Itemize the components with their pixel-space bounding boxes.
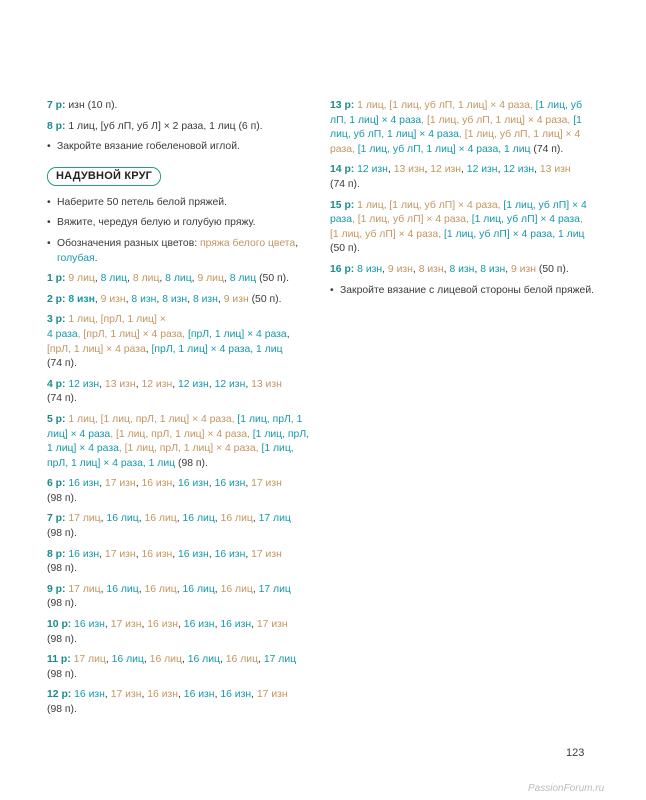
row-14: 14 р: 12 изн, 13 изн, 12 изн, 12 изн, 12 изн, 13 изн (74 п). [330,164,571,190]
color-legend [47,237,313,266]
row-7b: 7 р: 17 лиц, 16 лиц, 16 лиц, 16 лиц, 16 лиц, 17 лиц (98 п). [47,513,291,540]
seg-white: 16 лиц [220,513,253,525]
stitch-count: (74 п). [47,393,77,405]
row-label: 11 р: [47,654,71,666]
row-text: 1 лиц, [уб лП, уб Л] × 2 раза, 1 лиц (6 п). [65,120,263,132]
legend-end: . [94,252,98,264]
seg-white: 9 лиц [197,273,224,285]
seg-blue: [1 лиц, уб лП] × 4 раза, 1 лиц [443,228,585,240]
seg-blue: 16 изн [74,619,105,631]
seg-white: 17 изн [104,548,136,560]
row-9: 9 р: 17 лиц, 16 лиц, 16 лиц, 16 лиц, 16 лиц, 17 лиц (98 п). [47,583,291,610]
row-7 [47,99,313,114]
seg-white: 17 изн [256,689,288,701]
seg-blue: [1 лиц, уб лП, 1 лиц] × 4 раза [330,114,582,141]
legend-prefix: Обозначения разных цветов: [57,237,200,249]
seg-white: 9 изн [387,263,413,275]
stitch-count: (98 п). [47,704,77,715]
row-16: 16 р: 8 изн, 9 изн, 8 изн, 8 изн, 8 изн, 9 изн (50 п). [330,263,569,275]
note-close-tapestry: • Закройте вязание гобеленовой иглой. [47,140,313,155]
seg-white: 16 лиц [144,583,177,595]
row-label: 6 р: [47,478,66,490]
seg-blue: [1 лиц, прЛ, 1 лиц] × 4 раза, 1 лиц [47,443,294,469]
row-label: 3 р: [47,314,66,326]
seg-blue: [прЛ, 1 лиц] × 4 раза [187,328,287,340]
row-8b: 8 р: 16 изн, 17 изн, 16 изн, 16 изн, 16 изн, 17 изн (98 п). [47,548,282,575]
seg-white: 16 изн [141,548,173,560]
row-label: 15 р: [330,199,355,211]
seg-white: 9 изн [223,293,249,305]
legend-sep: , [295,237,299,249]
seg-white: 16 лиц [149,654,182,666]
sep: , [145,343,152,355]
stitch-count: (98 п). [47,598,77,610]
seg-blue: 12 изн [503,164,535,176]
row-label: 8 р: [47,548,66,560]
seg-white: 13 изн [393,164,425,176]
row-label: 9 р: [47,583,66,595]
row-13 [330,99,594,157]
seg-white: 17 лиц [68,513,101,525]
row-label: 16 р: [330,263,355,275]
seg-white: , [прЛ, 1 лиц] × 4 раза, [77,328,188,340]
seg-white: 13 изн [539,164,571,176]
seg-blue: 8 изн [68,293,95,305]
seg-white: 9 изн [100,293,126,305]
seg-blue: 8 лиц [165,273,192,285]
seg-blue: [1 лиц, прЛ, 1 лиц] × 4 раза [47,413,303,440]
seg-white: 17 лиц [68,583,101,595]
seg-blue: [1 лиц, уб лП, 1 лиц] × 4 раза [330,100,583,126]
seg-blue: 12 изн [357,164,388,176]
stitch-count: (98 п). [175,457,208,469]
row-text: изн (10 п). [65,100,118,111]
seg-blue: 12 изн [68,378,100,390]
seg-blue: 12 изн [178,378,209,390]
seg-blue: 16 изн [178,548,209,560]
seg-blue: 16 лиц [187,654,220,666]
seg-white: 1 лиц, [1 лиц, уб лП] × 4 раза, [357,199,504,211]
left-column [47,99,313,724]
seg-blue: 8 изн [480,263,506,275]
seg-blue: 16 лиц [182,513,215,525]
watermark: PassionForum.ru [528,783,605,794]
seg-white: , [1 лиц, прЛ, 1 лиц] × 4 раза, [110,428,253,440]
seg-blue: 12 изн [466,164,498,176]
seg-white: , [1 лиц, прЛ, 1 лиц] × 4 раза, [118,443,262,455]
stitch-count: (74 п). [530,143,564,155]
row-label: 13 р: [330,100,355,111]
seg-white: 8 изн [418,263,444,275]
seg-white: 17 изн [256,619,288,631]
section-heading: НАДУВНОЙ КРУГ [47,167,161,186]
seg-blue: 16 изн [214,548,246,560]
seg-blue: 4 раза [47,328,78,340]
seg-white: 17 изн [110,619,142,631]
seg-blue: 16 лиц [182,583,215,595]
seg-white: 17 изн [110,689,142,701]
seg-white: 16 изн [147,619,179,631]
seg-white: 1 лиц, [1 лиц, уб лП, 1 лиц] × 4 раза, [357,100,536,111]
seg-white: 1 лиц, [прЛ, 1 лиц] × [68,314,166,326]
row-15 [330,199,594,257]
row-11: 11 р: 17 лиц, 16 лиц, 16 лиц, 16 лиц, 16 лиц, 17 лиц (98 п). [47,654,297,680]
row-2: 2 р: 8 изн, 9 изн, 8 изн, 8 изн, 8 изн, 9 изн (50 п). [47,293,282,305]
seg-white: 16 лиц [220,583,253,595]
seg-blue: 8 изн [192,293,218,305]
seg-blue: 16 изн [68,478,100,490]
seg-blue: 16 изн [68,548,100,560]
seg-blue: [прЛ, 1 лиц] × 4 раза, 1 лиц [151,343,283,355]
row-6: 6 р: 16 изн, 17 изн, 16 изн, 16 изн, 16 изн, 17 изн (98 п). [47,478,282,504]
seg-white: 16 лиц [225,654,259,666]
row-3 [47,313,313,371]
seg-white: 1 лиц, [1 лиц, прЛ, 1 лиц] × 4 раза, [68,413,238,425]
stitch-count: (98 п). [47,563,77,575]
seg-white: 17 изн [104,478,136,490]
seg-white: 13 изн [251,378,282,390]
row-label: 2 р: [47,293,66,305]
row-label: 7 р: [47,513,66,525]
row-8 [47,120,313,135]
row-label: 10 р: [47,619,72,631]
seg-white: , [1 лиц, уб лП, 1 лиц] × 4 раза, [421,114,574,126]
seg-blue: 16 изн [178,478,209,490]
seg-white: , [1 лиц, уб лП, 1 лиц] × 4 раза, [330,129,581,155]
seg-white: [прЛ, 1 лиц] × 4 раза [47,343,146,355]
seg-blue: 16 изн [183,689,215,701]
seg-blue: 16 изн [74,689,105,701]
legend-blue: голубая [57,252,95,264]
row-label: 14 р: [330,164,355,176]
seg-blue: 16 изн [183,619,215,631]
seg-blue: 8 изн [162,293,188,305]
instruction-bullet-2: • Вяжите, чередуя белую и голубую пряжу. [47,216,313,231]
seg-white: 9 лиц [68,273,95,285]
seg-white: 16 изн [141,478,173,490]
seg-blue: 12 изн [214,378,246,390]
seg-white: , [1 лиц, уб лП] × 4 раза, [351,214,472,226]
row-5 [47,413,313,471]
seg-white: 9 изн [510,263,536,275]
row-label: 1 р: [47,273,66,285]
seg-white: , [1 лиц, уб лП] × 4 раза, [330,214,583,240]
seg-white: 17 лиц [73,654,106,666]
seg-white: 17 изн [251,478,282,490]
seg-blue: 17 лиц [258,583,291,595]
right-column [330,99,594,304]
seg-blue: [1 лиц, уб лП] × 4 раза [471,214,580,226]
seg-blue: [1 лиц, уб лП] × 4 раза [330,199,587,226]
section-heading-wrap [47,167,313,186]
row-label: 5 р: [47,413,66,425]
row-12: 12 р: 16 изн, 17 изн, 16 изн, 16 изн, 16 изн, 17 изн (98 п). [47,689,288,715]
seg-blue: 16 изн [220,619,252,631]
seg-blue: 16 изн [220,689,252,701]
seg-white: 12 изн [141,378,173,390]
row-label: 12 р: [47,689,72,701]
seg-white: 13 изн [104,378,136,390]
stitch-count: (50 п). [256,273,289,285]
row-label: 7 р: [47,100,66,111]
stitch-count: (50 п). [330,243,360,255]
stitch-count: (98 п). [47,492,77,504]
seg-white: 17 изн [251,548,282,560]
seg-blue: 8 лиц [229,273,257,285]
sep: , [286,328,290,340]
seg-blue: 16 изн [214,478,246,490]
row-1: 1 р: 9 лиц, 8 лиц, 8 лиц, 8 лиц, 9 лиц, 8 лиц (50 п). [47,273,289,285]
seg-blue: 8 изн [449,263,475,275]
seg-blue: 8 изн [131,293,157,305]
seg-blue: 8 лиц [100,273,128,285]
seg-blue: 17 лиц [258,513,291,525]
row-label: 8 р: [47,120,66,132]
seg-blue: [1 лиц, прЛ, 1 лиц] × 4 раза [47,428,310,455]
note-close-front-side: • Закройте вязание с лицевой стороны белой пряжей. [330,284,594,299]
stitch-count: (74 п). [47,358,77,370]
seg-white: 16 лиц [144,513,177,525]
seg-blue: 16 лиц [111,654,144,666]
stitch-count: (50 п). [248,293,282,305]
instruction-bullet-1: • Наберите 50 петель белой пряжей. [47,196,313,211]
seg-blue: [1 лиц, уб лП, 1 лиц] × 4 раза, 1 лиц [357,143,531,155]
row-4: 4 р: 12 изн, 13 изн, 12 изн, 12 изн, 12 изн, 13 изн (74 п). [47,378,282,405]
seg-white: 16 изн [147,689,179,701]
row-label: 4 р: [47,378,66,390]
stitch-count: (74 п). [330,178,360,190]
seg-white: 12 изн [430,164,462,176]
stitch-count: (50 п). [535,263,569,275]
seg-blue: 16 лиц [106,513,139,525]
seg-blue: 17 лиц [263,654,297,666]
seg-blue: 8 изн [357,263,383,275]
row-10: 10 р: 16 изн, 17 изн, 16 изн, 16 изн, 16 изн, 17 изн (98 п). [47,619,288,645]
stitch-count: (98 п). [47,633,77,645]
stitch-count: (98 п). [47,668,77,680]
legend-white: пряжа белого цвета [200,237,296,249]
page-number: 123 [566,747,585,759]
stitch-count: (98 п). [47,528,77,540]
seg-blue: 16 лиц [106,583,139,595]
seg-white: 8 лиц [132,273,160,285]
